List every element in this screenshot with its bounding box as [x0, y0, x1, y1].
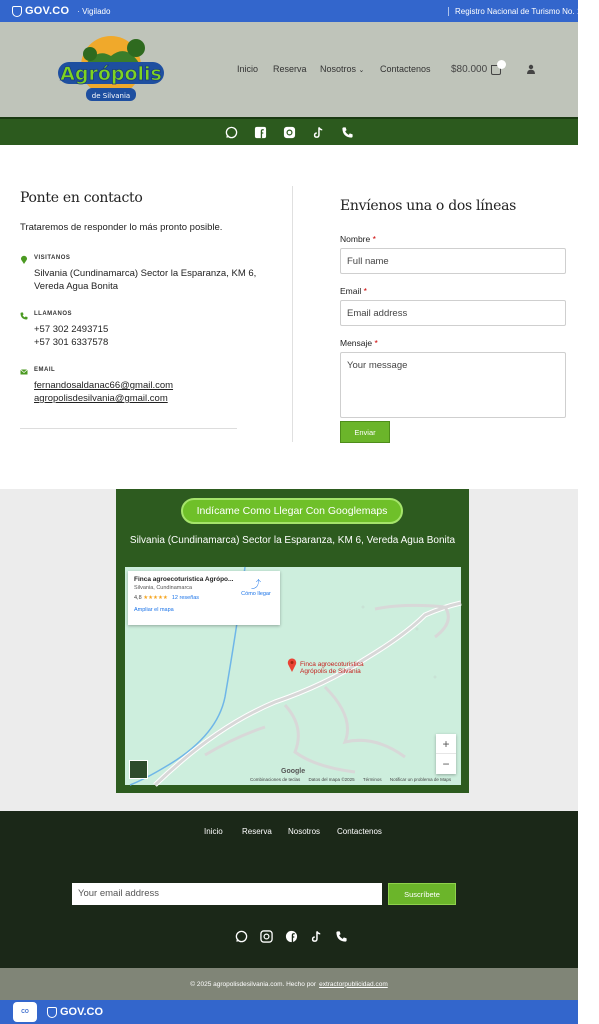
required-mark: *: [374, 338, 378, 348]
envelope-icon: [20, 368, 28, 376]
whatsapp-icon[interactable]: [235, 930, 248, 943]
name-label: [340, 234, 566, 244]
reviews-link[interactable]: 12 reseñas: [171, 595, 200, 601]
phone-1[interactable]: +57 302 2493715: [34, 324, 109, 335]
divider: [20, 428, 237, 429]
map-attribution: [250, 777, 458, 782]
whatsapp-icon[interactable]: [225, 126, 238, 139]
report-problem-link[interactable]: Notificar un problema de Maps: [389, 777, 452, 782]
site-footer: [0, 811, 578, 968]
directions-label: Cómo llegar: [241, 591, 271, 597]
contact-title: Ponte en contacto: [20, 190, 143, 206]
colombia-logo[interactable]: CO: [13, 1002, 37, 1022]
facebook-icon[interactable]: [285, 930, 298, 943]
instagram-icon[interactable]: [260, 930, 273, 943]
registro-text: Registro Nacional de Turismo No. 15516: [448, 7, 578, 16]
gov-co-text: GOV.CO: [25, 5, 70, 17]
contact-info: [20, 190, 260, 405]
marker-label-line2: Agrópolis de Silvania: [300, 668, 361, 675]
nav-contactenos[interactable]: Contactenos: [380, 64, 431, 74]
call-label: LLAMANOS: [34, 311, 72, 317]
zoom-in-button[interactable]: +: [436, 734, 456, 754]
agropolis-logo[interactable]: [50, 32, 172, 112]
message-label-text: Mensaje: [340, 338, 373, 348]
name-field[interactable]: Full name: [340, 248, 566, 274]
email-field[interactable]: Email address: [340, 300, 566, 326]
terms-link[interactable]: Términos: [362, 777, 382, 782]
maker-link[interactable]: extractorpublicidad.com: [319, 980, 388, 988]
visit-label: VISITANOS: [34, 255, 71, 261]
form-title: Envíenos una o dos líneas: [340, 198, 517, 214]
tiktok-icon[interactable]: [312, 126, 325, 139]
email-block: [20, 367, 260, 405]
site-header: [0, 22, 578, 117]
subscribe-button[interactable]: Suscríbete: [388, 883, 456, 905]
gov-co-logo[interactable]: [12, 5, 69, 17]
message-field[interactable]: Your message: [340, 352, 566, 418]
place-title[interactable]: Finca agroecoturistica Agrópo...: [134, 576, 234, 583]
send-button[interactable]: Enviar: [340, 421, 390, 443]
vigilado-text: · Vigilado: [77, 6, 111, 16]
map-box: [116, 489, 469, 793]
copyright-bar: [0, 968, 578, 1000]
contact-subtitle: Trataremos de responder lo más pronto posible.: [20, 222, 223, 233]
place-card: [128, 571, 280, 625]
google-logo: Google: [281, 768, 306, 775]
location-pin-icon: [20, 256, 28, 264]
zoom-control: [436, 734, 456, 774]
user-icon[interactable]: [526, 64, 536, 74]
zoom-out-button[interactable]: −: [442, 757, 450, 771]
instagram-icon[interactable]: [283, 126, 296, 139]
email-label: EMAIL: [34, 367, 56, 373]
nav-reserva[interactable]: Reserva: [273, 64, 307, 74]
required-mark: *: [363, 286, 367, 296]
cart-button[interactable]: [451, 64, 501, 75]
vertical-divider: [292, 186, 293, 442]
contact-form: [340, 198, 566, 418]
email-link-2[interactable]: agropolisdesilvania@gmail.com: [34, 393, 168, 404]
place-location: Silvania, Cundinamarca: [134, 585, 193, 591]
nav-inicio[interactable]: Inicio: [237, 64, 259, 74]
visit-address: Silvania (Cundinamarca) Sector la Esparanza, KM 6, Vereda Agua Bonita: [34, 268, 257, 292]
email-link-1[interactable]: fernandosaldanac66@gmail.com: [34, 380, 174, 391]
shield-icon: [47, 1007, 57, 1018]
gov-top-bar: [0, 0, 599, 22]
footer-nav-reserva[interactable]: Reserva: [242, 827, 272, 836]
logo-subtitle: de Silvania: [91, 92, 131, 100]
nav-nosotros[interactable]: [320, 64, 364, 74]
email-label-text: Email: [340, 286, 362, 296]
phone-2[interactable]: +57 301 6337578: [34, 337, 109, 348]
directions-button[interactable]: [238, 576, 274, 597]
email-label: [340, 286, 566, 296]
star-icon: ★★★★★: [143, 595, 168, 601]
visit-block: [20, 255, 260, 293]
gov-co-text: GOV.CO: [60, 1006, 103, 1018]
footer-nav-contactenos[interactable]: Contactenos: [337, 827, 382, 836]
chevron-down-icon: ⌄: [358, 67, 365, 74]
directions-icon: ⤴: [251, 580, 261, 591]
keyboard-shortcuts-link[interactable]: Combinaciones de teclas: [250, 777, 301, 782]
phone-icon[interactable]: [335, 930, 348, 943]
call-block: [20, 311, 260, 349]
gov-co-logo[interactable]: [47, 1006, 103, 1018]
footer-social: [235, 930, 348, 943]
shopping-bag-icon: [491, 65, 501, 75]
name-label-text: Nombre: [340, 234, 371, 244]
phone-icon: [20, 312, 28, 320]
social-bar: [0, 117, 578, 145]
cart-total: $80.000: [451, 64, 488, 75]
nav-nosotros-label: Nosotros: [320, 64, 357, 74]
enlarge-map-link[interactable]: Ampliar el mapa: [134, 607, 174, 613]
shield-icon: [12, 6, 22, 17]
cart-count-badge: [497, 60, 506, 69]
marker-label-line1: Finca agroecoturistica: [300, 661, 364, 668]
gov-bottom-bar: [0, 1000, 578, 1024]
rating-value: 4,8: [134, 595, 142, 601]
map-marker-icon[interactable]: [287, 658, 297, 672]
map-type-toggle[interactable]: [129, 760, 148, 779]
embedded-map[interactable]: [125, 567, 461, 785]
newsletter-email-input[interactable]: Your email address: [72, 883, 382, 905]
facebook-icon[interactable]: [254, 126, 267, 139]
phone-icon[interactable]: [341, 126, 354, 139]
required-mark: *: [372, 234, 376, 244]
map-data-text: Datos del mapa ©2025: [308, 777, 355, 782]
map-address: Silvania (Cundinamarca) Sector la Esparanza, KM 6, Vereda Agua Bonita: [129, 535, 456, 546]
footer-nav-nosotros[interactable]: Nosotros: [288, 827, 321, 836]
logo-title: Agrópolis: [60, 63, 162, 85]
tiktok-icon[interactable]: [310, 930, 323, 943]
copyright-text: © 2025 agropolisdesilvania.com. Hecho por: [190, 980, 317, 988]
message-label: [340, 338, 566, 348]
footer-nav-inicio[interactable]: Inicio: [204, 827, 223, 836]
marker-label: [300, 661, 364, 675]
google-maps-directions-button[interactable]: Indícame Como Llegar Con Googlemaps: [181, 498, 403, 524]
map-section: [0, 489, 578, 811]
